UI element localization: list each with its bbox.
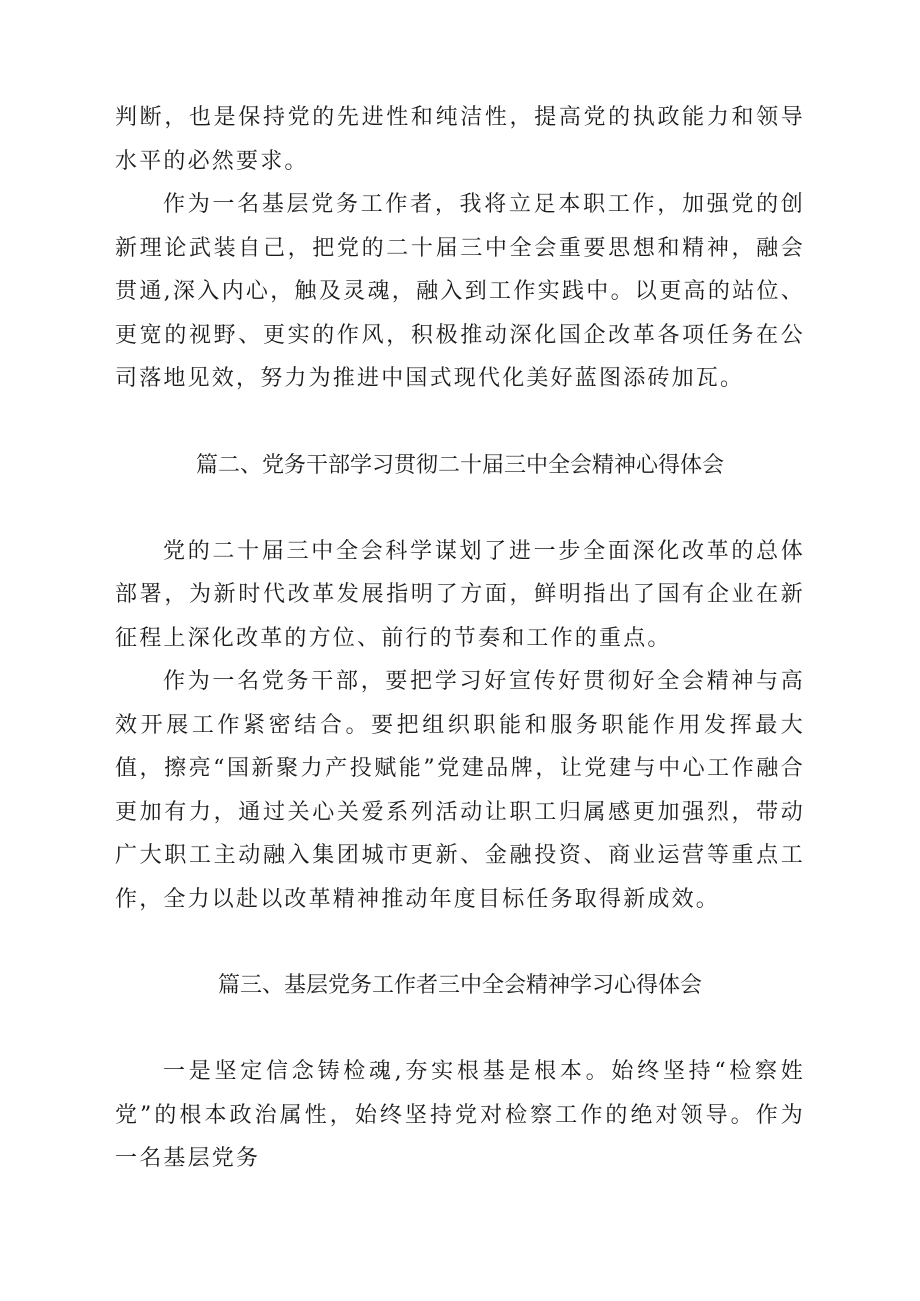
section-heading-2: 篇二、党务干部学习贯彻二十届三中全会精神心得体会 [195,452,724,478]
document-page [115,96,805,1181]
paragraph: 作为一名党务干部，要把学习好宣传好贯彻好全会精神与高效开展工作紧密结合。要把组织职能和服务职能作用发挥最大值，擦亮“国新聚力产投赋能”党建品牌，让党建与中心工作融合更加有力，通过关心关爱系列活动让职工归属感更加强烈，带动广大职工主动融入集团城市更新、金融投资、商业运营等重点工作，全力以赴以改革精神推动年度目标任务取得新成效。 [115,669,805,912]
section-heading-3: 篇三、基层党务工作者三中全会精神学习心得体会 [217,973,702,998]
paragraph: 作为一名基层党务工作者，我将立足本职工作，加强党的创新理论武装自己，把党的二十届三中全会重要思想和精神，融会贯通,深入内心，触及灵魂，融入到工作实践中。以更高的站位、更宽的视野、更实的作风，积极推动深化国企改革各项任务在公司落地见效，努力为推进中国式现代化美好蓝图添砖加瓦。 [115,192,805,391]
paragraph: 一是坚定信念铸检魂,夯实根基是根本。始终坚持“检察姓党”的根本政治属性，始终坚持党对检察工作的绝对领导。作为一名基层党务 [115,1059,805,1171]
paragraph-continuation: 判断，也是保持党的先进性和纯洁性，提高党的执政能力和领导水平的必然要求。 [115,105,805,174]
paragraph: 党的二十届三中全会科学谋划了进一步全面深化改革的总体部署，为新时代改革发展指明了方面，鲜明指出了国有企业在新征程上深化改革的方位、前行的节奏和工作的重点。 [115,538,805,651]
